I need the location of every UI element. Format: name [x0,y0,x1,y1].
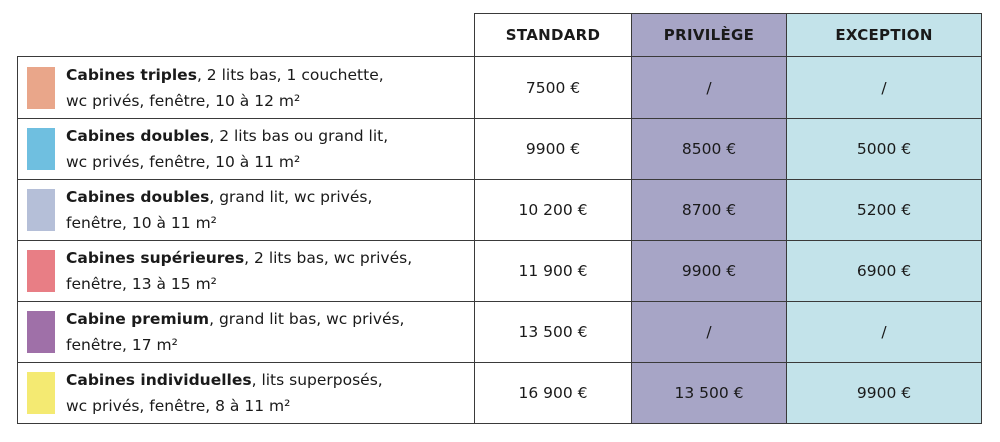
price-standard: 10 200 € [475,180,632,241]
cabin-details-line2: fenêtre, 13 à 15 m² [66,275,217,293]
cabin-details-line2: wc privés, fenêtre, 10 à 11 m² [66,153,301,171]
cabin-details-line2: wc privés, fenêtre, 10 à 12 m² [66,91,301,110]
price-standard: 9900 € [475,119,632,180]
cabin-description-cell [18,241,475,302]
color-swatch [27,372,55,414]
table-row [18,119,982,180]
cabin-name: Cabines doubles [66,127,210,145]
empty-corner-cell [18,14,475,57]
header-exception: EXCEPTION [787,14,982,57]
cabin-description-cell [18,302,475,363]
header-row [18,14,982,57]
cabin-pricing-table [17,13,982,424]
cabin-description [66,367,383,419]
header-standard: STANDARD [475,14,632,57]
price-standard: 7500 € [475,57,632,119]
cabin-description [66,245,412,297]
cabin-details-line1: , 2 lits bas ou grand lit, [209,127,389,145]
cabin-details-line2: wc privés, fenêtre, 8 à 11 m² [66,397,291,415]
price-privilege: 13 500 € [632,363,787,424]
cabin-details-line2: fenêtre, 10 à 11 m² [66,214,217,232]
cabin-description-cell [18,180,475,241]
table-row [18,180,982,241]
table-row [18,241,982,302]
price-privilege: 9900 € [632,241,787,302]
cabin-description [66,184,372,236]
cabin-description-cell [18,119,475,180]
cabin-details-line1: , 2 lits bas, 1 couchette, [196,65,384,84]
color-swatch [27,128,55,170]
table-row [18,302,982,363]
cabin-details-line1: , lits superposés, [251,371,383,389]
color-swatch [27,189,55,231]
price-privilege: 8700 € [632,180,787,241]
cabin-details-line1: , 2 lits bas, wc privés, [244,249,413,267]
price-exception: 9900 € [787,363,982,424]
cabin-name: Cabines doubles [66,188,210,206]
cabin-name: Cabines individuelles [66,371,252,389]
price-exception: 6900 € [787,241,982,302]
cabin-description-cell [18,57,475,119]
table-row [18,363,982,424]
cabin-description [66,306,405,358]
color-swatch [27,311,55,353]
cabin-details-line2: fenêtre, 17 m² [66,336,178,354]
color-swatch [27,250,55,292]
price-privilege: / [632,302,787,363]
price-privilege: / [632,57,787,119]
cabin-details-line1: , grand lit, wc privés, [209,188,373,206]
price-standard: 11 900 € [475,241,632,302]
price-exception: 5200 € [787,180,982,241]
price-exception: 5000 € [787,119,982,180]
color-swatch [27,67,55,109]
cabin-details-line1: , grand lit bas, wc privés, [209,310,405,328]
cabin-name: Cabine premium [66,310,210,328]
price-privilege: 8500 € [632,119,787,180]
cabin-description [66,123,388,175]
header-privilege: PRIVILÈGE [632,14,787,57]
cabin-name: Cabines supérieures [66,249,245,267]
table-row [18,57,982,119]
price-exception: / [787,302,982,363]
cabin-description [66,62,384,114]
cabin-name: Cabines triples [66,65,197,84]
price-exception: / [787,57,982,119]
cabin-description-cell [18,363,475,424]
price-standard: 13 500 € [475,302,632,363]
price-standard: 16 900 € [475,363,632,424]
